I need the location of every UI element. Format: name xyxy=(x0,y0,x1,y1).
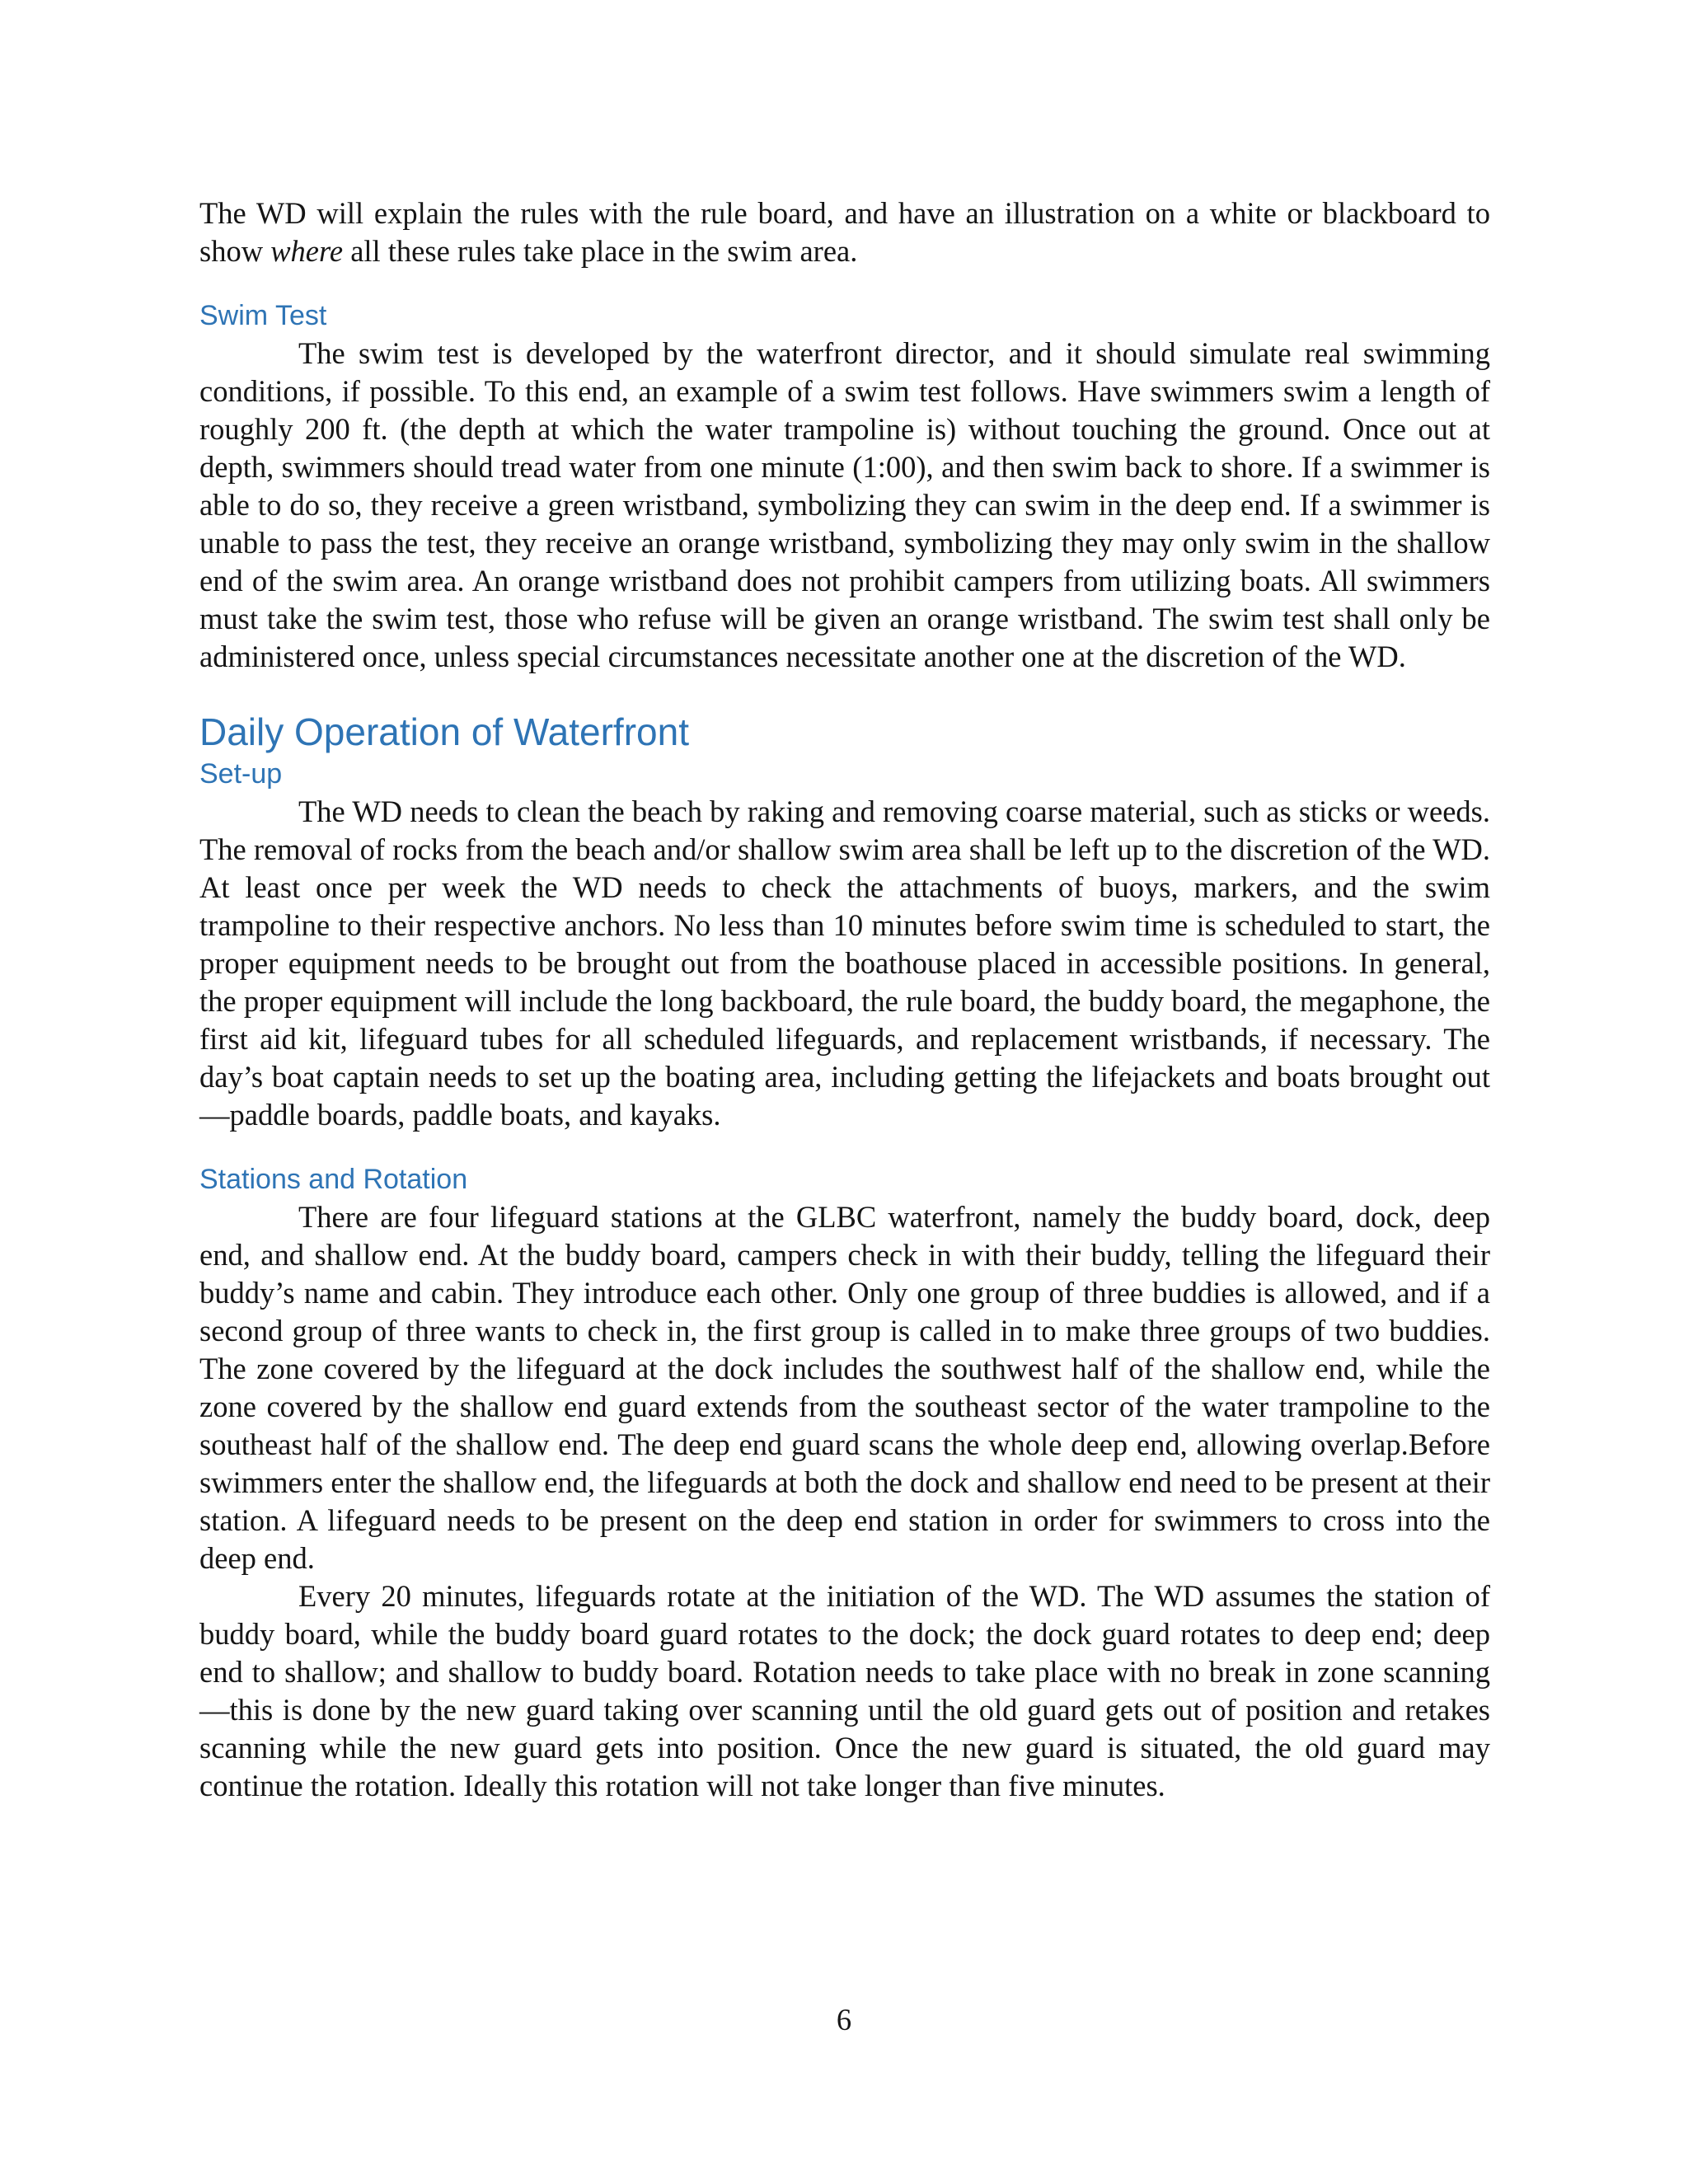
stations-paragraph-2: Every 20 minutes, lifeguards rotate at the initiation of the WD. The WD assumes the station of buddy board, while the buddy board guard rotates to the dock; the dock guard rotates to deep end; deep end to shallow; and shallow to buddy board. Rotation needs to take place with no break in zone scanning—this is done by the new guard taking over scanning until the old guard gets out of position and retakes scanning while the new guard gets into position. Once the new guard is situated, the old guard may continue the rotation. Ideally this rotation will not take longer than five minutes. xyxy=(199,1579,1490,1802)
spacer xyxy=(199,1134,1490,1160)
stations-paragraph-1: There are four lifeguard stations at the GLBC waterfront, namely the buddy board, dock, deep end, and shallow end. At the buddy board, campers check in with their buddy, telling the lifeguard their buddy’s name and cabin. They introduce each other. Only one group of three buddies is allowed, and if a second group of three wants to check in, the first group is called in to make three groups of two buddies. The zone covered by the lifeguard at the dock includes the southwest half of the shallow end, while the zone covered by the shallow end guard extends from the southeast sector of the water trampoline to the southeast half of the shallow end. The deep end guard scans the whole deep end, allowing overlap.Before swimmers enter the shallow end, the lifeguards at both the dock and shallow end need to be present at their station. A lifeguard needs to be present on the deep end station in order for swimmers to cross into the deep end. xyxy=(199,1200,1490,1575)
intro-paragraph xyxy=(199,194,1490,270)
daily-operation-heading: Daily Operation of Waterfront xyxy=(199,710,689,753)
document-page xyxy=(199,194,1490,1805)
setup-heading: Set-up xyxy=(199,758,283,790)
swim-test-paragraph: The swim test is developed by the waterfront director, and it should simulate real swimming conditions, if possible. To this end, an example of a swim test follows. Have swimmers swim a length of roughly 200 ft. (the depth at which the water trampoline is) without touching the ground. Once out at depth, swimmers should tread water from one minute (1:00), and then swim back to shore. If a swimmer is able to do so, they receive a green wristband, symbolizing they can swim in the deep end. If a swimmer is unable to pass the test, they receive an orange wristband, symbolizing they may only swim in the shallow end of the swim area. An orange wristband does not prohibit campers from utilizing boats. All swimmers must take the swim test, those who refuse will be given an orange wristband. The swim test shall only be administered once, unless special circumstances necessitate another one at the discretion of the WD. xyxy=(199,336,1490,673)
intro-text-before: The WD will explain the rules with the rule board, and have an illustration on a white or blackboard to show xyxy=(199,196,1490,268)
setup-paragraph: The WD needs to clean the beach by raking and removing coarse material, such as sticks or weeds. The removal of rocks from the beach and/or shallow swim area shall be left up to the discretion of the WD. At least once per week the WD needs to check the attachments of buoys, markers, and the swim trampoline to their respective anchors. No less than 10 minutes before swim time is scheduled to start, the proper equipment needs to be brought out from the boathouse placed in accessible positions. In general, the proper equipment will include the long backboard, the rule board, the buddy board, the megaphone, the first aid kit, lifeguard tubes for all scheduled lifeguards, and replacement wristbands, if necessary. The day’s boat captain needs to set up the boating area, including getting the lifejackets and boats brought out—paddle boards, paddle boats, and kayaks. xyxy=(199,794,1490,1132)
spacer xyxy=(199,270,1490,297)
swim-test-heading: Swim Test xyxy=(199,300,327,331)
page-number: 6 xyxy=(836,2003,852,2036)
spacer xyxy=(199,676,1490,709)
stations-heading: Stations and Rotation xyxy=(199,1164,468,1195)
intro-emphasis: where xyxy=(270,234,344,268)
intro-text-after: all these rules take place in the swim area. xyxy=(343,234,858,268)
